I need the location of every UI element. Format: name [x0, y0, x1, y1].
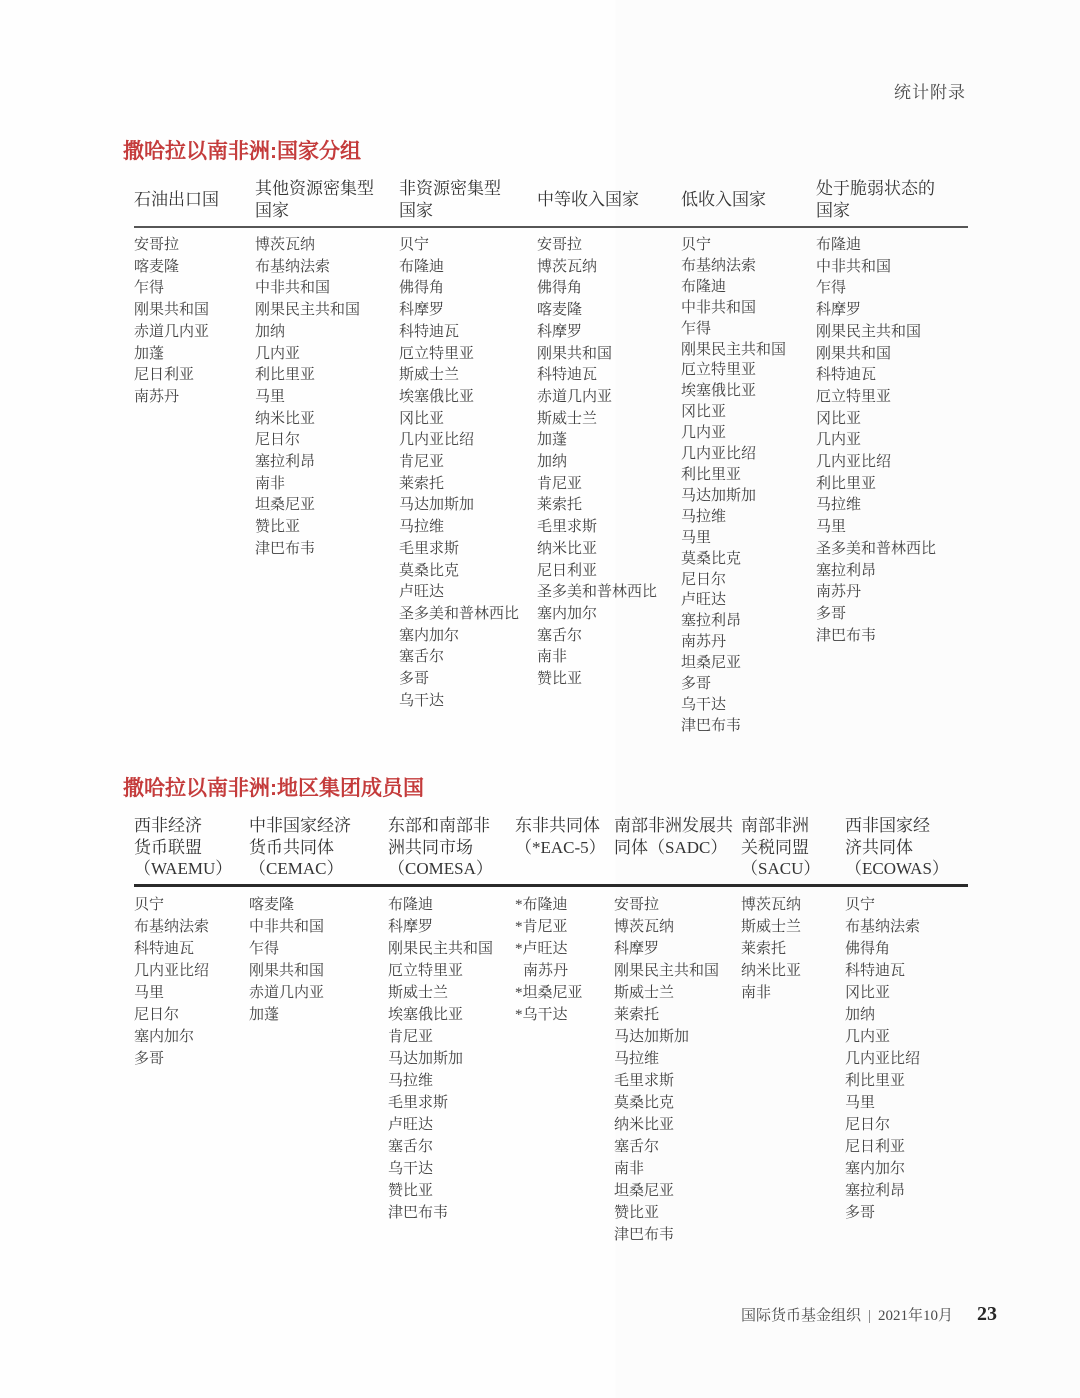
column-header: 西非经济 货币联盟 （WAEMU）: [134, 816, 233, 878]
country-cell: 利比里亚: [255, 367, 316, 384]
country-column: [816, 235, 968, 737]
country-cell: 冈比亚: [845, 984, 891, 1001]
country-cell: 博茨瓦纳: [614, 918, 675, 935]
country-cell: 毛里求斯: [537, 519, 598, 536]
country-cell: 刚果共和国: [249, 962, 325, 979]
country-cell: 加纳: [255, 323, 286, 340]
country-cell: 喀麦隆: [134, 258, 180, 275]
country-cell: 尼日尔: [845, 1116, 891, 1133]
country-cell: 马里: [845, 1094, 876, 1111]
country-cell: 塞拉利昂: [816, 562, 877, 579]
country-cell: 莱索托: [537, 497, 583, 514]
country-groups-table: [134, 178, 968, 737]
country-cell: 津巴布韦: [816, 627, 877, 644]
country-cell: 尼日尔: [681, 571, 727, 588]
column-header: 石油出口国: [134, 189, 219, 209]
country-cell: 加纳: [845, 1006, 876, 1023]
country-cell: 塞内加尔: [399, 627, 460, 644]
country-cell: 冈比亚: [681, 404, 727, 421]
country-cell: 布基纳法索: [255, 258, 331, 275]
country-cell: 马里: [681, 529, 712, 546]
country-cell: 马里: [816, 519, 847, 536]
country-groups-section: [123, 139, 971, 737]
country-column: [388, 894, 515, 1246]
country-cell: 厄立特里亚: [816, 388, 892, 405]
country-cell: 卢旺达: [399, 584, 445, 601]
country-cell: 斯威士兰: [399, 367, 460, 384]
footer-org: 国际货币基金组织: [740, 1308, 861, 1324]
footer-date: 2021年10月: [877, 1308, 953, 1324]
country-cell: 肯尼亚: [537, 475, 583, 492]
country-cell: 马里: [134, 984, 165, 1001]
country-cell: 圣多美和普林西比: [399, 605, 520, 622]
country-column: [249, 894, 388, 1246]
country-cell: 厄立特里亚: [681, 362, 757, 379]
country-cell: 塞内加尔: [845, 1160, 906, 1177]
country-cell: 马达加斯加: [681, 487, 757, 504]
country-cell: *肯尼亚: [515, 918, 568, 935]
country-cell: 布基纳法索: [134, 918, 210, 935]
country-cell: 埃塞俄比亚: [388, 1006, 464, 1023]
country-cell: 莱索托: [614, 1006, 660, 1023]
country-cell: 马拉维: [816, 497, 862, 514]
column-header: 南部非洲发展共 同体（SADC）: [614, 816, 733, 857]
country-cell: 多哥: [681, 676, 712, 693]
appendix-label: 统计附录: [894, 83, 966, 102]
country-cell: 喀麦隆: [249, 896, 295, 913]
country-cell: 马达加斯加: [388, 1050, 464, 1067]
country-cell: 尼日尔: [134, 1006, 180, 1023]
country-cell: 几内亚: [681, 425, 727, 442]
country-cell: 南非: [614, 1160, 645, 1177]
country-cell: 厄立特里亚: [388, 962, 464, 979]
country-cell: 刚果共和国: [537, 345, 613, 362]
country-cell: 津巴布韦: [681, 717, 742, 734]
country-cell: 博茨瓦纳: [741, 896, 802, 913]
column-header: 南部非洲 关税同盟 （SACU）: [741, 816, 821, 878]
country-cell: 科特迪瓦: [816, 367, 877, 384]
country-cell: 津巴布韦: [255, 540, 316, 557]
column-header: 其他资源密集型 国家: [255, 179, 374, 220]
country-cell: 乍得: [249, 940, 280, 957]
country-cell: 几内亚比绍: [134, 962, 210, 979]
country-cell: 坦桑尼亚: [681, 655, 742, 672]
column-header: 非资源密集型 国家: [399, 179, 501, 220]
country-cell: 布隆迪: [681, 278, 727, 295]
country-cell: 毛里求斯: [399, 540, 460, 557]
country-cell: 塞舌尔: [614, 1138, 660, 1155]
country-column: [255, 235, 399, 737]
country-cell: 科摩罗: [399, 302, 445, 319]
country-cell: 南非: [255, 475, 286, 492]
column-header: 西非国家经 济共同体 （ECOWAS）: [845, 816, 949, 878]
country-cell: 多哥: [816, 605, 847, 622]
country-column: [134, 235, 255, 737]
country-cell: 加蓬: [537, 432, 568, 449]
country-cell: 肯尼亚: [399, 454, 445, 471]
country-cell: 马拉维: [614, 1050, 660, 1067]
country-cell: 贝宁: [399, 237, 430, 253]
country-cell: 尼日尔: [255, 432, 301, 449]
country-column: [399, 235, 537, 737]
column-header: 中等收入国家: [537, 189, 639, 209]
country-cell: 马里: [255, 388, 286, 405]
country-cell: 赞比亚: [255, 519, 301, 536]
country-cell: 刚果共和国: [816, 345, 892, 362]
country-cell: 喀麦隆: [537, 302, 583, 319]
country-cell: *坦桑尼亚: [515, 984, 583, 1001]
country-cell: 科特迪瓦: [537, 367, 598, 384]
country-cell: 加蓬: [249, 1006, 280, 1023]
country-cell: 科特迪瓦: [845, 962, 906, 979]
country-cell: 南苏丹: [523, 962, 569, 979]
country-cell: *布隆迪: [515, 896, 568, 913]
country-cell: 刚果民主共和国: [614, 962, 720, 979]
country-cell: 赞比亚: [614, 1204, 660, 1221]
country-cell: 冈比亚: [399, 410, 445, 427]
country-cell: 莫桑比克: [399, 562, 460, 579]
page-number: 23: [977, 1303, 997, 1325]
country-cell: 纳米比亚: [255, 410, 316, 427]
country-cell: 中非共和国: [681, 299, 757, 316]
country-groups-title: 撒哈拉以南非洲:国家分组: [123, 140, 361, 163]
country-cell: 纳米比亚: [614, 1116, 675, 1133]
regional-groups-table-body: [134, 887, 968, 1246]
country-cell: 刚果民主共和国: [388, 940, 494, 957]
country-cell: 斯威士兰: [741, 918, 802, 935]
country-cell: 安哥拉: [134, 237, 180, 253]
country-cell: 斯威士兰: [388, 984, 449, 1001]
regional-groups-table-header: [134, 815, 968, 887]
column-header: 东部和南部非 洲共同市场 （COMESA）: [388, 816, 493, 878]
country-cell: 几内亚: [255, 345, 301, 362]
country-cell: 莱索托: [741, 940, 787, 957]
country-cell: 多哥: [134, 1050, 165, 1067]
country-cell: 多哥: [399, 671, 430, 688]
country-cell: 安哥拉: [614, 896, 660, 913]
country-cell: 几内亚: [816, 432, 862, 449]
footer-separator: |: [867, 1308, 871, 1324]
country-cell: 乍得: [134, 280, 165, 297]
country-cell: 马达加斯加: [614, 1028, 690, 1045]
page-footer: [741, 1303, 997, 1326]
country-cell: 乍得: [681, 320, 712, 337]
country-cell: 刚果共和国: [134, 302, 210, 319]
country-cell: 乌干达: [681, 696, 727, 713]
country-cell: 中非共和国: [816, 258, 892, 275]
country-cell: 莫桑比克: [681, 550, 742, 567]
country-cell: 斯威士兰: [537, 410, 598, 427]
country-cell: 莫桑比克: [614, 1094, 675, 1111]
country-cell: 佛得角: [845, 940, 891, 957]
column-header: 东非共同体 （*EAC-5）: [515, 816, 606, 857]
country-cell: 科特迪瓦: [134, 940, 195, 957]
country-cell: *卢旺达: [515, 940, 568, 957]
country-column: [134, 894, 249, 1246]
country-cell: 加蓬: [134, 345, 165, 362]
country-cell: 科摩罗: [388, 918, 434, 935]
country-cell: 圣多美和普林西比: [816, 540, 937, 557]
country-cell: 多哥: [845, 1204, 876, 1221]
country-cell: 毛里求斯: [388, 1094, 449, 1111]
country-cell: 赞比亚: [388, 1182, 434, 1199]
country-column: [537, 235, 681, 737]
country-cell: 莱索托: [399, 475, 445, 492]
country-cell: 乍得: [816, 280, 847, 297]
country-cell: 塞舌尔: [399, 649, 445, 666]
regional-groups-table: [134, 815, 968, 1246]
country-cell: 赤道几内亚: [134, 323, 210, 340]
country-column: [741, 894, 845, 1246]
country-cell: 毛里求斯: [614, 1072, 675, 1089]
country-cell: 科摩罗: [816, 302, 862, 319]
country-groups-table-body: [134, 228, 968, 737]
country-cell: 塞舌尔: [537, 627, 583, 644]
country-cell: 几内亚比绍: [399, 432, 475, 449]
country-cell: 卢旺达: [388, 1116, 434, 1133]
country-cell: 塞拉利昂: [255, 454, 316, 471]
country-cell: 刚果民主共和国: [816, 323, 922, 340]
country-cell: 南非: [537, 649, 568, 666]
country-cell: 纳米比亚: [741, 962, 802, 979]
country-cell: 乌干达: [399, 692, 445, 709]
country-cell: 利比里亚: [681, 466, 742, 483]
country-cell: 赞比亚: [537, 671, 583, 688]
country-cell: 布隆迪: [399, 258, 445, 275]
country-cell: 赤道几内亚: [537, 388, 613, 405]
country-cell: 圣多美和普林西比: [537, 584, 658, 601]
country-column: [614, 894, 741, 1246]
country-cell: 马拉维: [388, 1072, 434, 1089]
country-column: [681, 235, 816, 737]
country-cell: 贝宁: [681, 237, 712, 253]
country-cell: 中非共和国: [255, 280, 331, 297]
country-cell: 马拉维: [399, 519, 445, 536]
regional-groups-title: 撒哈拉以南非洲:地区集团成员国: [123, 777, 424, 800]
country-cell: 塞拉利昂: [845, 1182, 906, 1199]
country-cell: 卢旺达: [681, 592, 727, 609]
country-cell: 津巴布韦: [614, 1226, 675, 1243]
country-cell: 赤道几内亚: [249, 984, 325, 1001]
country-cell: 厄立特里亚: [399, 345, 475, 362]
country-cell: 几内亚比绍: [681, 446, 757, 463]
country-cell: 南苏丹: [816, 584, 862, 601]
country-cell: 纳米比亚: [537, 540, 598, 557]
country-cell: 尼日利亚: [537, 562, 598, 579]
country-cell: 南苏丹: [134, 388, 180, 405]
country-cell: 尼日利亚: [134, 367, 195, 384]
column-header: 处于脆弱状态的 国家: [816, 179, 935, 220]
country-cell: 冈比亚: [816, 410, 862, 427]
country-cell: 几内亚比绍: [816, 454, 892, 471]
country-cell: 科摩罗: [614, 940, 660, 957]
country-cell: 博茨瓦纳: [255, 237, 316, 253]
country-cell: 利比里亚: [845, 1072, 906, 1089]
country-cell: 贝宁: [134, 896, 165, 913]
country-cell: 坦桑尼亚: [614, 1182, 675, 1199]
country-cell: 刚果民主共和国: [681, 341, 787, 358]
country-cell: 布隆迪: [816, 237, 862, 253]
country-cell: 布基纳法索: [845, 918, 921, 935]
country-cell: 马达加斯加: [399, 497, 475, 514]
country-cell: 南苏丹: [681, 634, 727, 651]
country-cell: 佛得角: [537, 280, 583, 297]
country-cell: 斯威士兰: [614, 984, 675, 1001]
country-cell: 佛得角: [399, 280, 445, 297]
column-header: 中非国家经济 货币共同体 （CEMAC）: [249, 816, 351, 878]
country-cell: 肯尼亚: [388, 1028, 434, 1045]
country-cell: 几内亚比绍: [845, 1050, 921, 1067]
country-cell: 埃塞俄比亚: [681, 383, 757, 400]
country-cell: 马拉维: [681, 508, 727, 525]
country-cell: 几内亚: [845, 1028, 891, 1045]
regional-groups-section: [123, 776, 971, 1246]
country-cell: 刚果民主共和国: [255, 302, 361, 319]
column-header: 低收入国家: [681, 189, 766, 209]
country-column: [845, 894, 968, 1246]
country-cell: 尼日利亚: [845, 1138, 906, 1155]
country-column: [515, 894, 614, 1246]
country-cell: 加纳: [537, 454, 568, 471]
country-cell: 津巴布韦: [388, 1204, 449, 1221]
country-cell: 埃塞俄比亚: [399, 388, 475, 405]
country-cell: 塞内加尔: [134, 1028, 195, 1045]
country-cell: 塞内加尔: [537, 605, 598, 622]
country-cell: 中非共和国: [249, 918, 325, 935]
country-cell: 坦桑尼亚: [255, 497, 316, 514]
country-cell: 乌干达: [388, 1160, 434, 1177]
country-cell: *乌干达: [515, 1006, 568, 1023]
country-cell: 安哥拉: [537, 237, 583, 253]
country-cell: 利比里亚: [816, 475, 877, 492]
country-cell: 布隆迪: [388, 896, 434, 913]
country-cell: 塞拉利昂: [681, 613, 742, 630]
country-cell: 塞舌尔: [388, 1138, 434, 1155]
country-cell: 贝宁: [845, 896, 876, 913]
country-cell: 南非: [741, 984, 772, 1001]
country-groups-table-header: [134, 178, 968, 228]
country-cell: 科特迪瓦: [399, 323, 460, 340]
country-cell: 布基纳法索: [681, 257, 757, 274]
country-cell: 科摩罗: [537, 323, 583, 340]
country-cell: 博茨瓦纳: [537, 258, 598, 275]
